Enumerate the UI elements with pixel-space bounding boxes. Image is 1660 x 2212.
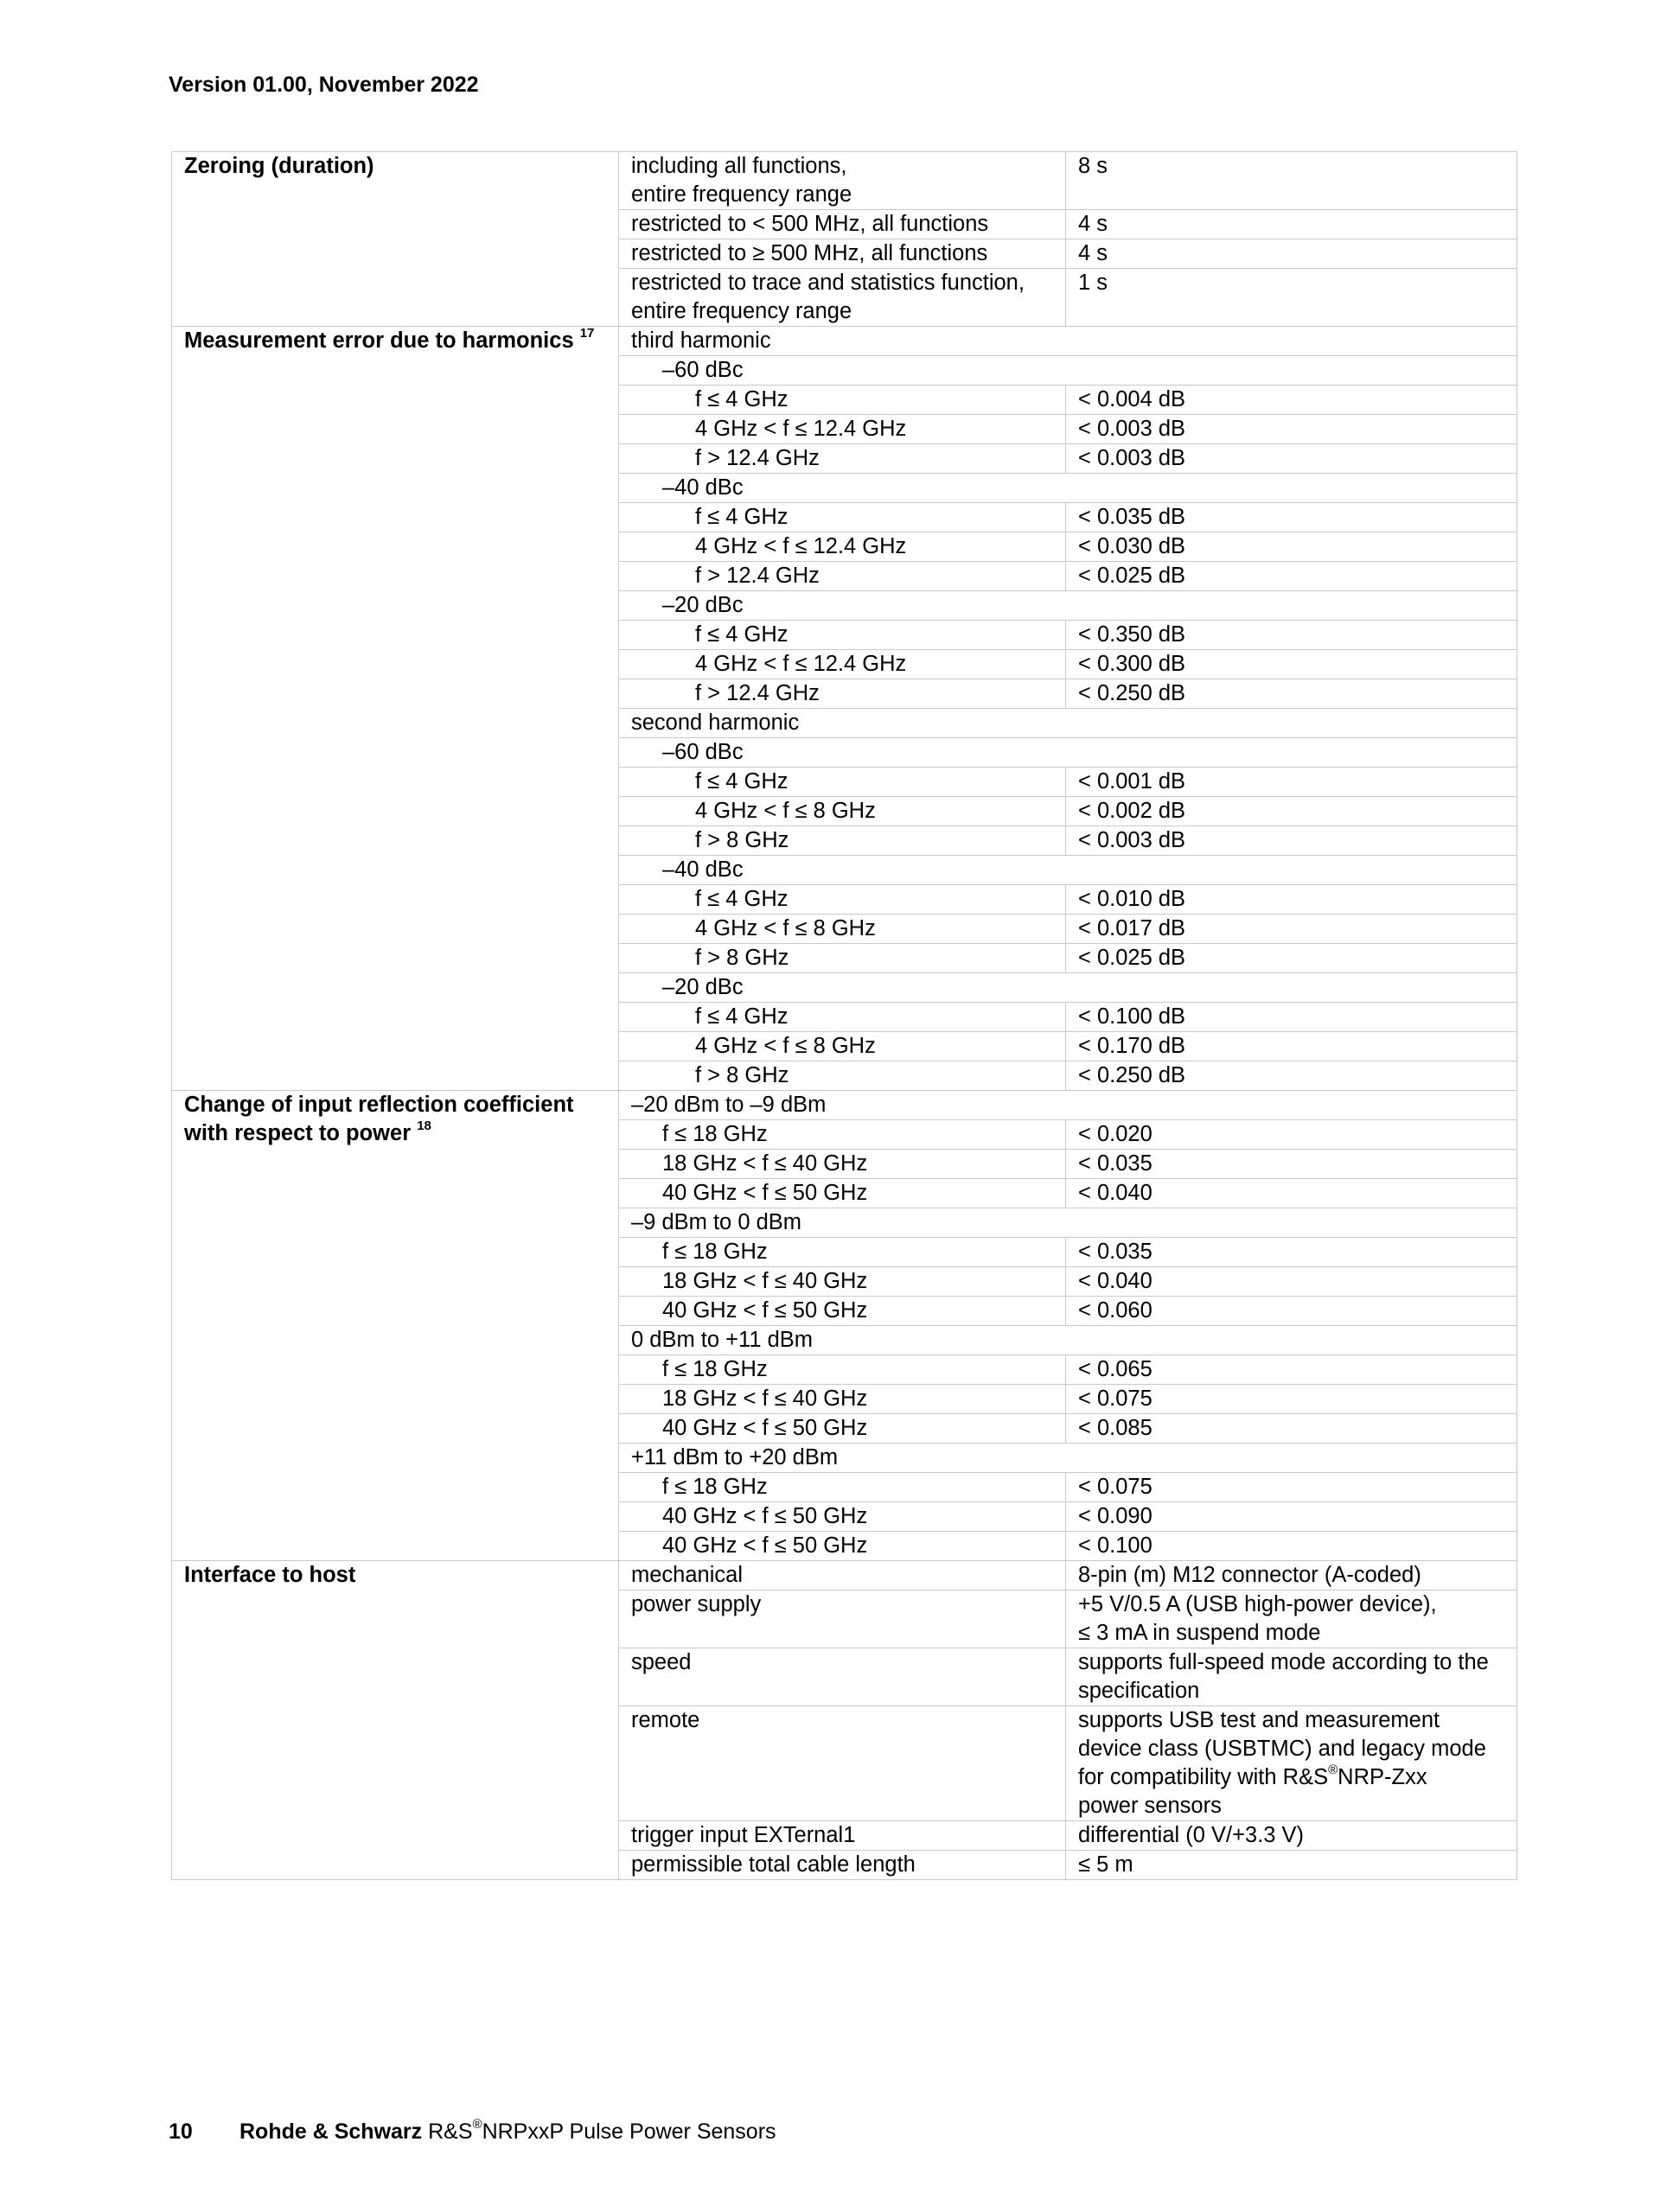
frequency-condition: f > 8 GHz — [619, 826, 1066, 856]
reflection-value: < 0.100 — [1066, 1532, 1517, 1561]
power-range-heading: –9 dBm to 0 dBm — [619, 1208, 1517, 1238]
interface-value: ≤ 5 m — [1066, 1851, 1517, 1880]
zeroing-label: Zeroing (duration) — [172, 152, 619, 327]
brand-name: Rohde & Schwarz — [239, 2120, 423, 2144]
frequency-condition: 4 GHz < f ≤ 12.4 GHz — [619, 532, 1066, 562]
frequency-condition: 18 GHz < f ≤ 40 GHz — [619, 1150, 1066, 1179]
harmonic-heading: second harmonic — [619, 709, 1517, 738]
frequency-condition: f > 8 GHz — [619, 944, 1066, 973]
frequency-condition: f ≤ 4 GHz — [619, 503, 1066, 532]
page-footer — [169, 2117, 776, 2145]
interface-value: 8-pin (m) M12 connector (A-coded) — [1066, 1561, 1517, 1590]
reflection-value: < 0.065 — [1066, 1355, 1517, 1385]
zeroing-value: 8 s — [1066, 152, 1517, 210]
frequency-condition: 40 GHz < f ≤ 50 GHz — [619, 1297, 1066, 1326]
zeroing-condition: restricted to ≥ 500 MHz, all functions — [619, 239, 1066, 269]
reflection-value: < 0.040 — [1066, 1267, 1517, 1297]
frequency-condition: f ≤ 18 GHz — [619, 1473, 1066, 1502]
zeroing-condition: restricted to trace and statistics function, entire frequency range — [619, 269, 1066, 327]
zeroing-condition: including all functions, entire frequency range — [619, 152, 1066, 210]
frequency-condition: 4 GHz < f ≤ 8 GHz — [619, 915, 1066, 944]
interface-property: speed — [619, 1648, 1066, 1706]
zeroing-value: 1 s — [1066, 269, 1517, 327]
frequency-condition: 4 GHz < f ≤ 12.4 GHz — [619, 650, 1066, 679]
table-row — [172, 1561, 1517, 1590]
frequency-condition: f > 12.4 GHz — [619, 562, 1066, 591]
zeroing-value: 4 s — [1066, 210, 1517, 239]
frequency-condition: 40 GHz < f ≤ 50 GHz — [619, 1502, 1066, 1532]
error-value: < 0.025 dB — [1066, 562, 1517, 591]
level-heading: –20 dBc — [619, 591, 1517, 621]
error-value: < 0.010 dB — [1066, 885, 1517, 915]
interface-property: trigger input EXTernal1 — [619, 1821, 1066, 1851]
frequency-condition: 18 GHz < f ≤ 40 GHz — [619, 1267, 1066, 1297]
level-heading: –60 dBc — [619, 356, 1517, 386]
page-number: 10 — [169, 2120, 193, 2144]
reflection-value: < 0.060 — [1066, 1297, 1517, 1326]
error-value: < 0.001 dB — [1066, 768, 1517, 797]
frequency-condition: f ≤ 4 GHz — [619, 621, 1066, 650]
error-value: < 0.003 dB — [1066, 826, 1517, 856]
level-heading: –20 dBc — [619, 973, 1517, 1003]
frequency-condition: 4 GHz < f ≤ 8 GHz — [619, 797, 1066, 826]
interface-property: permissible total cable length — [619, 1851, 1066, 1880]
product-name: R&S®NRPxxP Pulse Power Sensors — [428, 2117, 776, 2144]
error-value: < 0.170 dB — [1066, 1032, 1517, 1061]
error-value: < 0.350 dB — [1066, 621, 1517, 650]
power-range-heading: –20 dBm to –9 dBm — [619, 1091, 1517, 1120]
zeroing-value: 4 s — [1066, 239, 1517, 269]
frequency-condition: 40 GHz < f ≤ 50 GHz — [619, 1179, 1066, 1208]
zeroing-condition: restricted to < 500 MHz, all functions — [619, 210, 1066, 239]
error-value: < 0.017 dB — [1066, 915, 1517, 944]
error-value: < 0.003 dB — [1066, 444, 1517, 474]
footnote-ref: 18 — [417, 1119, 431, 1133]
frequency-condition: f ≤ 18 GHz — [619, 1238, 1066, 1267]
frequency-condition: f ≤ 4 GHz — [619, 1003, 1066, 1032]
error-value: < 0.100 dB — [1066, 1003, 1517, 1032]
error-value: < 0.250 dB — [1066, 1061, 1517, 1091]
reflection-value: < 0.090 — [1066, 1502, 1517, 1532]
spec-table — [171, 151, 1517, 1880]
table-row — [172, 327, 1517, 356]
harmonics-label: Measurement error due to harmonics $^{17}$ — [172, 327, 619, 1091]
interface-property: mechanical — [619, 1561, 1066, 1590]
frequency-condition: 18 GHz < f ≤ 40 GHz — [619, 1385, 1066, 1414]
error-value: < 0.300 dB — [1066, 650, 1517, 679]
interface-value: differential (0 V/+3.3 V) — [1066, 1821, 1517, 1851]
harmonic-heading: third harmonic — [619, 327, 1517, 356]
frequency-condition: f > 12.4 GHz — [619, 444, 1066, 474]
error-value: < 0.030 dB — [1066, 532, 1517, 562]
frequency-condition: f > 12.4 GHz — [619, 679, 1066, 709]
frequency-condition: 40 GHz < f ≤ 50 GHz — [619, 1532, 1066, 1561]
reflection-value: < 0.075 — [1066, 1473, 1517, 1502]
frequency-condition: 40 GHz < f ≤ 50 GHz — [619, 1414, 1066, 1444]
table-row — [172, 1091, 1517, 1120]
interface-property: remote — [619, 1706, 1066, 1821]
frequency-condition: 4 GHz < f ≤ 12.4 GHz — [619, 415, 1066, 444]
reflection-value: < 0.085 — [1066, 1414, 1517, 1444]
document-version: Version 01.00, November 2022 — [169, 73, 479, 97]
error-value: < 0.003 dB — [1066, 415, 1517, 444]
reflection-value: < 0.020 — [1066, 1120, 1517, 1150]
reflection-value: < 0.075 — [1066, 1385, 1517, 1414]
level-heading: –40 dBc — [619, 856, 1517, 885]
error-value: < 0.250 dB — [1066, 679, 1517, 709]
frequency-condition: f > 8 GHz — [619, 1061, 1066, 1091]
error-value: < 0.004 dB — [1066, 386, 1517, 415]
frequency-condition: f ≤ 18 GHz — [619, 1120, 1066, 1150]
level-heading: –40 dBc — [619, 474, 1517, 503]
error-value: < 0.035 dB — [1066, 503, 1517, 532]
reflection-value: < 0.035 — [1066, 1150, 1517, 1179]
reflection-value: < 0.035 — [1066, 1238, 1517, 1267]
level-heading: –60 dBc — [619, 738, 1517, 768]
interface-value: supports USB test and measurement device class (USBTMC) and legacy mode for compatibility with R&S®NRP-Zxx power sensors — [1066, 1706, 1517, 1821]
power-range-heading: +11 dBm to +20 dBm — [619, 1444, 1517, 1473]
interface-value: supports full-speed mode according to the specification — [1066, 1648, 1517, 1706]
table-row — [172, 152, 1517, 210]
frequency-condition: f ≤ 4 GHz — [619, 768, 1066, 797]
interface-label: Interface to host — [172, 1561, 619, 1880]
interface-property: power supply — [619, 1590, 1066, 1648]
reflection-label: Change of input reflection coefficient with respect to power $^{18}$ — [172, 1091, 619, 1561]
frequency-condition: f ≤ 4 GHz — [619, 885, 1066, 915]
footnote-ref: 17 — [579, 326, 595, 341]
error-value: < 0.025 dB — [1066, 944, 1517, 973]
reflection-value: < 0.040 — [1066, 1179, 1517, 1208]
power-range-heading: 0 dBm to +11 dBm — [619, 1326, 1517, 1355]
frequency-condition: f ≤ 18 GHz — [619, 1355, 1066, 1385]
frequency-condition: f ≤ 4 GHz — [619, 386, 1066, 415]
interface-value: +5 V/0.5 A (USB high-power device), ≤ 3 mA in suspend mode — [1066, 1590, 1517, 1648]
error-value: < 0.002 dB — [1066, 797, 1517, 826]
frequency-condition: 4 GHz < f ≤ 8 GHz — [619, 1032, 1066, 1061]
